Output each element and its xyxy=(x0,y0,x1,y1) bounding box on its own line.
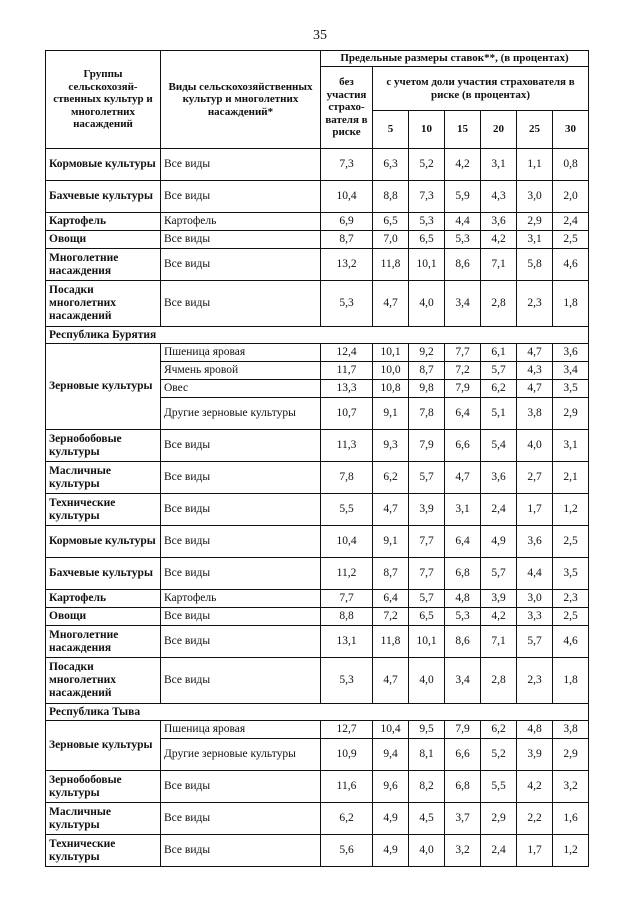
header-share-30: 30 xyxy=(553,111,589,149)
rate-without-participation-cell: 8,8 xyxy=(321,608,373,626)
crop-kind-cell: Другие зерновые культуры xyxy=(161,739,321,771)
rate-without-participation-cell: 6,2 xyxy=(321,803,373,835)
crop-group-cell: Посадки многолетних насаждений xyxy=(46,658,161,704)
rate-cell: 5,8 xyxy=(517,249,553,281)
rate-cell: 4,6 xyxy=(553,626,589,658)
table-row xyxy=(46,590,589,608)
crop-group-cell: Картофель xyxy=(46,590,161,608)
rate-cell: 6,2 xyxy=(481,380,517,398)
rate-cell: 4,0 xyxy=(409,658,445,704)
crop-kind-cell: Все виды xyxy=(161,658,321,704)
rate-cell: 6,4 xyxy=(445,398,481,430)
crop-group-cell: Овощи xyxy=(46,608,161,626)
rate-cell: 2,4 xyxy=(481,835,517,867)
rate-cell: 2,8 xyxy=(481,658,517,704)
crop-kind-cell: Все виды xyxy=(161,281,321,327)
rate-cell: 2,5 xyxy=(553,526,589,558)
rate-cell: 1,8 xyxy=(553,658,589,704)
rate-cell: 5,1 xyxy=(481,398,517,430)
header-share-20: 20 xyxy=(481,111,517,149)
rate-cell: 9,6 xyxy=(373,771,409,803)
rate-cell: 7,8 xyxy=(409,398,445,430)
crop-kind-cell: Пшеница яровая xyxy=(161,721,321,739)
crop-kind-cell: Все виды xyxy=(161,835,321,867)
crop-group-cell: Кормовые культуры xyxy=(46,149,161,181)
rate-cell: 8,7 xyxy=(373,558,409,590)
rate-cell: 5,7 xyxy=(481,362,517,380)
rate-cell: 7,0 xyxy=(373,231,409,249)
rate-cell: 1,2 xyxy=(553,835,589,867)
rate-cell: 5,2 xyxy=(409,149,445,181)
rate-without-participation-cell: 11,2 xyxy=(321,558,373,590)
rate-cell: 10,1 xyxy=(373,344,409,362)
rate-cell: 3,1 xyxy=(517,231,553,249)
rate-cell: 4,7 xyxy=(517,344,553,362)
header-with-share: с учетом доли участия страхователя в риске (в процентах) xyxy=(373,67,589,111)
crop-kind-cell: Все виды xyxy=(161,181,321,213)
rate-cell: 7,3 xyxy=(409,181,445,213)
rate-cell: 5,7 xyxy=(409,462,445,494)
table-row xyxy=(46,803,589,835)
table-body xyxy=(46,149,589,867)
rate-cell: 4,3 xyxy=(517,362,553,380)
crop-group-cell: Технические культуры xyxy=(46,835,161,867)
rate-without-participation-cell: 7,7 xyxy=(321,590,373,608)
rate-cell: 5,3 xyxy=(445,231,481,249)
rate-cell: 3,4 xyxy=(553,362,589,380)
rate-cell: 6,6 xyxy=(445,739,481,771)
table-row xyxy=(46,771,589,803)
crop-kind-cell: Картофель xyxy=(161,590,321,608)
table-header xyxy=(46,51,589,149)
crop-group-cell: Зернобобовые культуры xyxy=(46,771,161,803)
crop-kind-cell: Все виды xyxy=(161,626,321,658)
rate-cell: 4,0 xyxy=(409,281,445,327)
rate-cell: 6,1 xyxy=(481,344,517,362)
rate-cell: 1,7 xyxy=(517,494,553,526)
rate-cell: 5,3 xyxy=(445,608,481,626)
crop-kind-cell: Другие зерновые культуры xyxy=(161,398,321,430)
table-row xyxy=(46,462,589,494)
rate-cell: 1,7 xyxy=(517,835,553,867)
table-row xyxy=(46,658,589,704)
rate-cell: 4,9 xyxy=(373,803,409,835)
rate-without-participation-cell: 7,8 xyxy=(321,462,373,494)
rate-without-participation-cell: 12,7 xyxy=(321,721,373,739)
table-row xyxy=(46,181,589,213)
rate-cell: 6,5 xyxy=(409,231,445,249)
rate-cell: 3,4 xyxy=(445,281,481,327)
crop-group-cell: Многолетние насаждения xyxy=(46,626,161,658)
rate-cell: 4,5 xyxy=(409,803,445,835)
rate-cell: 3,2 xyxy=(445,835,481,867)
rate-cell: 5,4 xyxy=(481,430,517,462)
table-row xyxy=(46,344,589,362)
rate-cell: 4,0 xyxy=(409,835,445,867)
rate-cell: 2,3 xyxy=(517,658,553,704)
rate-cell: 4,8 xyxy=(445,590,481,608)
header-kind-column: Виды сельскохозяйственных культур и многолетних насаждений* xyxy=(161,51,321,149)
rate-cell: 6,5 xyxy=(373,213,409,231)
region-row xyxy=(46,704,589,721)
rate-cell: 10,8 xyxy=(373,380,409,398)
rate-cell: 4,7 xyxy=(373,494,409,526)
rate-cell: 9,1 xyxy=(373,398,409,430)
table-row xyxy=(46,558,589,590)
rate-cell: 9,8 xyxy=(409,380,445,398)
crop-kind-cell: Все виды xyxy=(161,249,321,281)
crop-kind-cell: Картофель xyxy=(161,213,321,231)
rate-without-participation-cell: 8,7 xyxy=(321,231,373,249)
rate-cell: 6,2 xyxy=(373,462,409,494)
rate-cell: 9,5 xyxy=(409,721,445,739)
crop-kind-cell: Все виды xyxy=(161,462,321,494)
rate-without-participation-cell: 11,7 xyxy=(321,362,373,380)
rate-cell: 1,2 xyxy=(553,494,589,526)
rate-without-participation-cell: 5,3 xyxy=(321,658,373,704)
crop-kind-cell: Все виды xyxy=(161,494,321,526)
table-row xyxy=(46,835,589,867)
rate-without-participation-cell: 10,7 xyxy=(321,398,373,430)
rate-cell: 8,8 xyxy=(373,181,409,213)
crop-kind-cell: Пшеница яровая xyxy=(161,344,321,362)
header-share-5: 5 xyxy=(373,111,409,149)
rate-cell: 4,4 xyxy=(517,558,553,590)
rate-cell: 2,3 xyxy=(517,281,553,327)
crop-group-cell: Масличные культуры xyxy=(46,462,161,494)
rate-cell: 4,3 xyxy=(481,181,517,213)
rate-cell: 8,1 xyxy=(409,739,445,771)
rate-cell: 3,2 xyxy=(553,771,589,803)
rate-cell: 5,7 xyxy=(481,558,517,590)
rate-cell: 3,4 xyxy=(445,658,481,704)
rate-cell: 7,1 xyxy=(481,626,517,658)
crop-group-cell: Зерновые культуры xyxy=(46,344,161,430)
region-label: Республика Бурятия xyxy=(46,327,589,344)
rate-cell: 7,2 xyxy=(445,362,481,380)
rate-without-participation-cell: 5,5 xyxy=(321,494,373,526)
table-row xyxy=(46,430,589,462)
rate-cell: 2,9 xyxy=(553,739,589,771)
table-row xyxy=(46,281,589,327)
table-row xyxy=(46,494,589,526)
crop-kind-cell: Все виды xyxy=(161,231,321,249)
rate-cell: 2,5 xyxy=(553,231,589,249)
rate-cell: 9,3 xyxy=(373,430,409,462)
rate-cell: 10,1 xyxy=(409,626,445,658)
rate-cell: 3,9 xyxy=(481,590,517,608)
rate-without-participation-cell: 10,4 xyxy=(321,181,373,213)
rate-cell: 7,2 xyxy=(373,608,409,626)
crop-kind-cell: Все виды xyxy=(161,803,321,835)
table-row xyxy=(46,721,589,739)
header-share-25: 25 xyxy=(517,111,553,149)
crop-kind-cell: Все виды xyxy=(161,526,321,558)
rate-cell: 2,7 xyxy=(517,462,553,494)
rate-cell: 4,9 xyxy=(481,526,517,558)
table-row xyxy=(46,231,589,249)
crop-group-cell: Бахчевые культуры xyxy=(46,558,161,590)
table-row xyxy=(46,149,589,181)
rate-cell: 9,2 xyxy=(409,344,445,362)
crop-group-cell: Картофель xyxy=(46,213,161,231)
rate-cell: 11,8 xyxy=(373,626,409,658)
rate-cell: 5,7 xyxy=(517,626,553,658)
rate-cell: 2,4 xyxy=(553,213,589,231)
rate-cell: 7,9 xyxy=(409,430,445,462)
crop-group-cell: Многолетние насаждения xyxy=(46,249,161,281)
rate-cell: 6,3 xyxy=(373,149,409,181)
rate-cell: 4,2 xyxy=(517,771,553,803)
rate-cell: 3,0 xyxy=(517,181,553,213)
rate-cell: 4,6 xyxy=(553,249,589,281)
rate-cell: 2,9 xyxy=(553,398,589,430)
crop-group-cell: Овощи xyxy=(46,231,161,249)
rate-without-participation-cell: 10,4 xyxy=(321,526,373,558)
rate-cell: 6,2 xyxy=(481,721,517,739)
rate-cell: 8,6 xyxy=(445,249,481,281)
rate-cell: 8,6 xyxy=(445,626,481,658)
rate-cell: 6,8 xyxy=(445,771,481,803)
rate-cell: 4,7 xyxy=(373,658,409,704)
header-group-column: Группы сельскохозяй-ственных культур и многолетних насаждений xyxy=(46,51,161,149)
rate-cell: 4,7 xyxy=(517,380,553,398)
rate-cell: 1,8 xyxy=(553,281,589,327)
rate-cell: 1,1 xyxy=(517,149,553,181)
rate-cell: 7,7 xyxy=(409,526,445,558)
rate-cell: 2,1 xyxy=(553,462,589,494)
header-without-participation: без участия страхо-вателя в риске xyxy=(321,67,373,149)
rate-cell: 2,9 xyxy=(517,213,553,231)
rate-cell: 3,8 xyxy=(517,398,553,430)
rate-cell: 3,3 xyxy=(517,608,553,626)
rate-cell: 10,4 xyxy=(373,721,409,739)
crop-group-cell: Технические культуры xyxy=(46,494,161,526)
rate-cell: 3,1 xyxy=(553,430,589,462)
rate-without-participation-cell: 5,3 xyxy=(321,281,373,327)
region-label: Республика Тыва xyxy=(46,704,589,721)
rate-without-participation-cell: 7,3 xyxy=(321,149,373,181)
rate-cell: 3,9 xyxy=(409,494,445,526)
rate-without-participation-cell: 13,2 xyxy=(321,249,373,281)
table-row xyxy=(46,213,589,231)
rate-cell: 11,8 xyxy=(373,249,409,281)
rate-cell: 2,2 xyxy=(517,803,553,835)
header-share-15: 15 xyxy=(445,111,481,149)
rate-cell: 3,8 xyxy=(553,721,589,739)
rate-cell: 6,8 xyxy=(445,558,481,590)
rate-cell: 9,1 xyxy=(373,526,409,558)
region-row xyxy=(46,327,589,344)
rate-cell: 4,7 xyxy=(445,462,481,494)
rate-cell: 4,2 xyxy=(445,149,481,181)
rate-cell: 2,5 xyxy=(553,608,589,626)
rate-cell: 3,5 xyxy=(553,380,589,398)
rate-cell: 3,1 xyxy=(481,149,517,181)
page-number: 35 xyxy=(313,28,327,43)
rate-cell: 6,5 xyxy=(409,608,445,626)
crop-kind-cell: Овес xyxy=(161,380,321,398)
rate-cell: 7,1 xyxy=(481,249,517,281)
rate-cell: 10,0 xyxy=(373,362,409,380)
crop-group-cell: Зерновые культуры xyxy=(46,721,161,771)
crop-kind-cell: Все виды xyxy=(161,771,321,803)
rate-cell: 1,6 xyxy=(553,803,589,835)
rate-cell: 3,6 xyxy=(517,526,553,558)
crop-kind-cell: Ячмень яровой xyxy=(161,362,321,380)
rate-cell: 2,0 xyxy=(553,181,589,213)
rate-cell: 3,9 xyxy=(517,739,553,771)
table-row xyxy=(46,608,589,626)
crop-group-cell: Кормовые культуры xyxy=(46,526,161,558)
rate-cell: 2,9 xyxy=(481,803,517,835)
rate-cell: 6,4 xyxy=(445,526,481,558)
header-limits: Предельные размеры ставок**, (в процентах) xyxy=(321,51,589,67)
rate-cell: 5,9 xyxy=(445,181,481,213)
rate-cell: 4,0 xyxy=(517,430,553,462)
rate-cell: 7,7 xyxy=(445,344,481,362)
rate-cell: 4,7 xyxy=(373,281,409,327)
rate-without-participation-cell: 11,6 xyxy=(321,771,373,803)
rate-cell: 3,6 xyxy=(481,213,517,231)
rate-cell: 3,6 xyxy=(481,462,517,494)
rate-cell: 8,7 xyxy=(409,362,445,380)
rate-cell: 10,1 xyxy=(409,249,445,281)
rate-cell: 5,3 xyxy=(409,213,445,231)
rate-without-participation-cell: 6,9 xyxy=(321,213,373,231)
crop-group-cell: Посадки многолетних насаждений xyxy=(46,281,161,327)
rate-without-participation-cell: 11,3 xyxy=(321,430,373,462)
rate-without-participation-cell: 12,4 xyxy=(321,344,373,362)
rate-cell: 6,4 xyxy=(373,590,409,608)
rate-cell: 7,7 xyxy=(409,558,445,590)
rate-cell: 4,2 xyxy=(481,231,517,249)
table-row xyxy=(46,526,589,558)
rate-cell: 2,3 xyxy=(553,590,589,608)
rate-cell: 4,8 xyxy=(517,721,553,739)
rate-cell: 8,2 xyxy=(409,771,445,803)
table-row xyxy=(46,626,589,658)
table-row xyxy=(46,249,589,281)
header-share-10: 10 xyxy=(409,111,445,149)
rate-cell: 0,8 xyxy=(553,149,589,181)
rate-cell: 2,4 xyxy=(481,494,517,526)
rate-cell: 3,0 xyxy=(517,590,553,608)
crop-group-cell: Бахчевые культуры xyxy=(46,181,161,213)
crop-kind-cell: Все виды xyxy=(161,430,321,462)
rate-cell: 9,4 xyxy=(373,739,409,771)
rate-cell: 3,5 xyxy=(553,558,589,590)
rate-cell: 7,9 xyxy=(445,721,481,739)
crop-kind-cell: Все виды xyxy=(161,608,321,626)
rate-cell: 3,7 xyxy=(445,803,481,835)
rate-without-participation-cell: 10,9 xyxy=(321,739,373,771)
insurance-rates-table xyxy=(45,50,589,867)
rate-cell: 3,6 xyxy=(553,344,589,362)
crop-kind-cell: Все виды xyxy=(161,149,321,181)
rate-cell: 2,8 xyxy=(481,281,517,327)
rate-without-participation-cell: 13,3 xyxy=(321,380,373,398)
rate-cell: 6,6 xyxy=(445,430,481,462)
rate-without-participation-cell: 5,6 xyxy=(321,835,373,867)
crop-kind-cell: Все виды xyxy=(161,558,321,590)
rate-without-participation-cell: 13,1 xyxy=(321,626,373,658)
rate-cell: 4,2 xyxy=(481,608,517,626)
rate-cell: 4,9 xyxy=(373,835,409,867)
rate-cell: 7,9 xyxy=(445,380,481,398)
rate-cell: 3,1 xyxy=(445,494,481,526)
crop-group-cell: Зернобобовые культуры xyxy=(46,430,161,462)
rate-cell: 5,2 xyxy=(481,739,517,771)
rate-cell: 5,7 xyxy=(409,590,445,608)
rate-cell: 4,4 xyxy=(445,213,481,231)
rate-cell: 5,5 xyxy=(481,771,517,803)
crop-group-cell: Масличные культуры xyxy=(46,803,161,835)
